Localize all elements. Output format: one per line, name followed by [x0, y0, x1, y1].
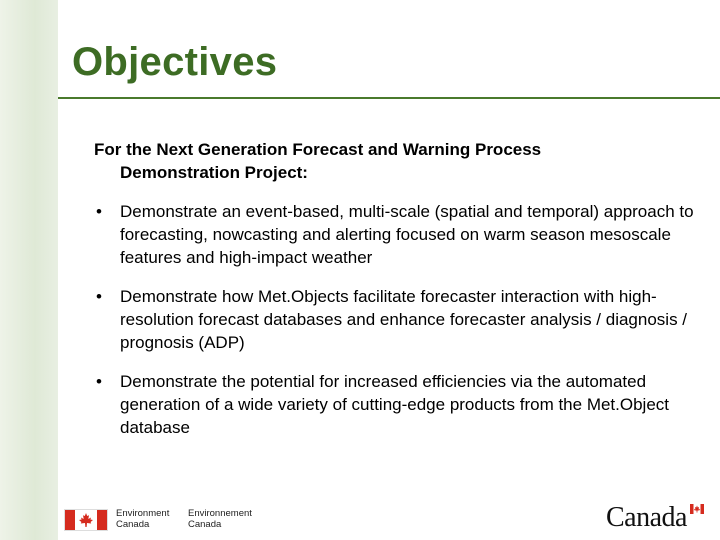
canada-wordmark: Canada: [606, 502, 687, 533]
bullet-icon: •: [96, 202, 102, 221]
slide-body: [94, 138, 694, 455]
intro-line-1: For the Next Generation Forecast and Warning Process: [94, 140, 542, 159]
wordmark-flag-icon: [690, 504, 704, 514]
list-item: [94, 200, 694, 269]
intro-line-2: Demonstration Project:: [120, 163, 308, 182]
bullet-text: Demonstrate the potential for increased efficiencies via the automated generation of a wide variety of cutting-edge products from the Met.Object database: [120, 372, 670, 437]
bullet-icon: •: [96, 372, 102, 391]
intro-text: [94, 138, 694, 184]
bullet-icon: •: [96, 287, 102, 306]
list-item: [94, 370, 694, 439]
canada-flag-icon: [64, 509, 108, 531]
bullet-text: Demonstrate an event-based, multi-scale (spatial and temporal) approach to forecasting, nowcasting and alerting focused on warm season mesoscale features and high-impact weather: [120, 202, 694, 267]
list-item: [94, 285, 694, 354]
title-divider: [58, 97, 720, 99]
objectives-list: [94, 200, 694, 439]
department-name-english: Environment Canada: [116, 508, 170, 530]
bullet-text: Demonstrate how Met.Objects facilitate forecaster interaction with high-resolution forecast databases and enhance forecaster analysis / diagnosis / prognosis (ADP): [120, 287, 688, 352]
department-name-french: Environnement Canada: [188, 508, 252, 530]
slide-title: Objectives: [72, 40, 278, 84]
decorative-side-band: [0, 0, 58, 540]
slide-footer: [0, 500, 720, 540]
